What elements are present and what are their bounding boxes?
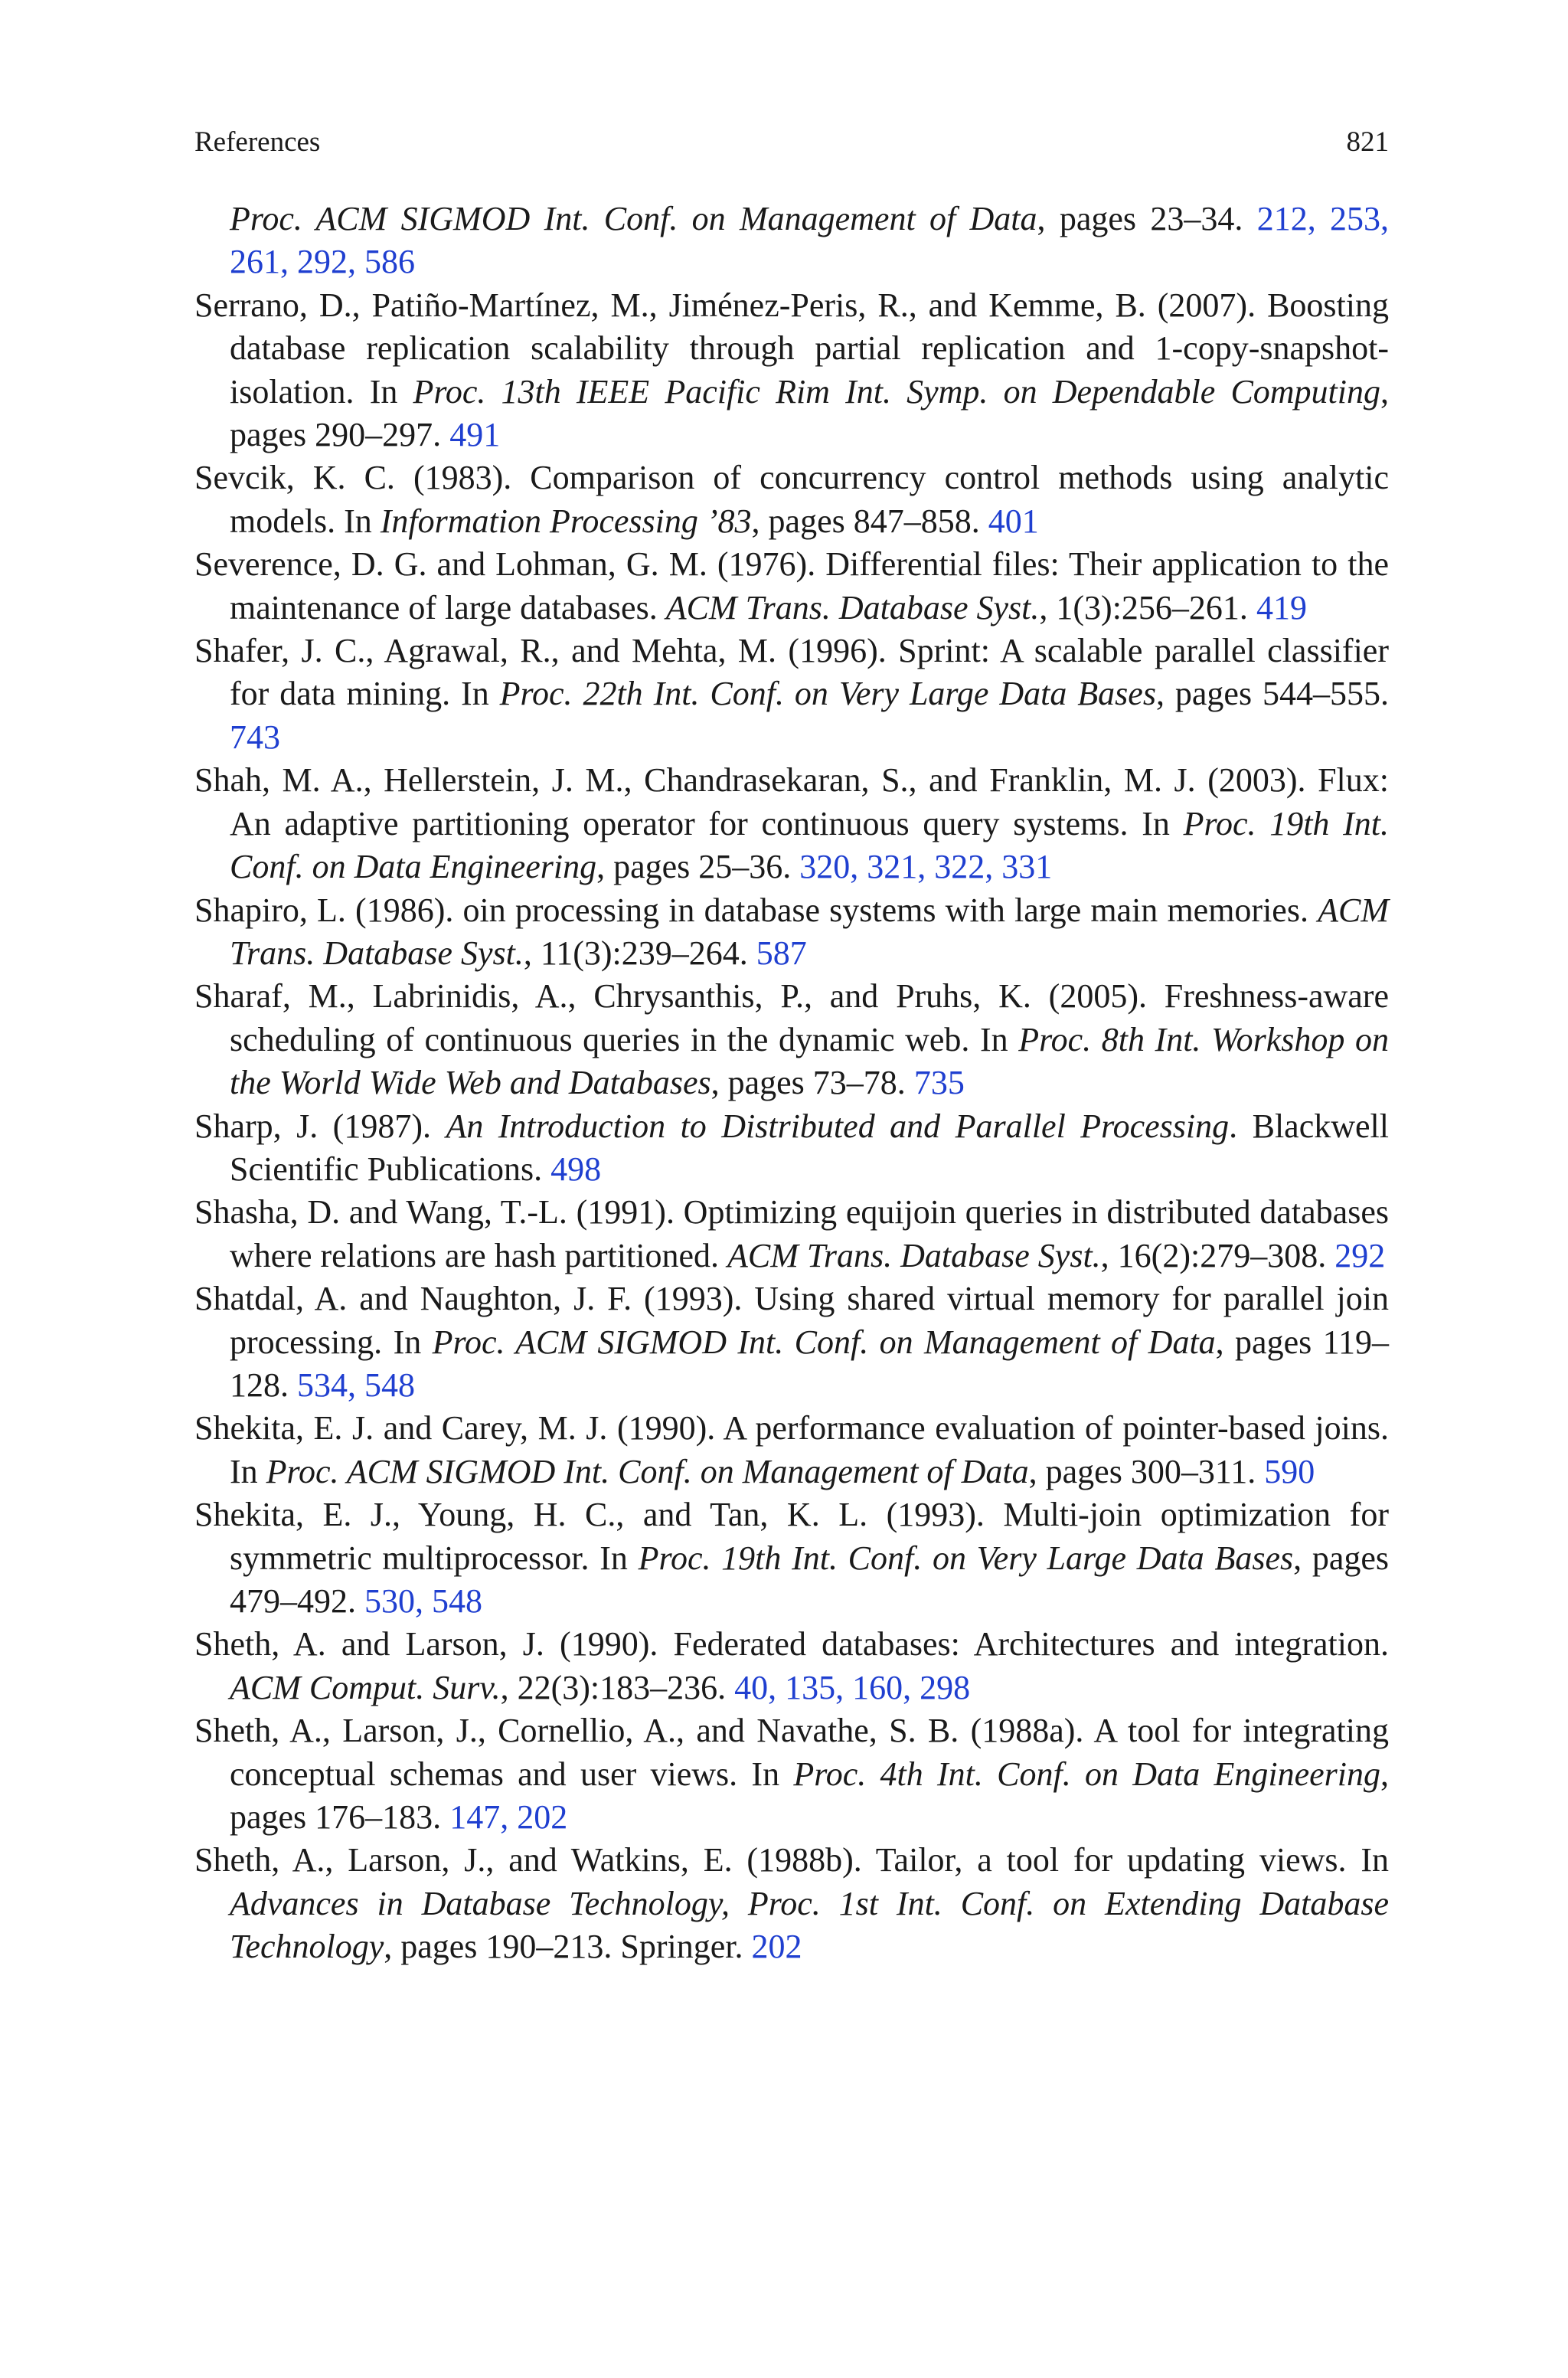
reference-text: Sharaf, M., Labrinidis, A., Chrysanthis, P., and Pruhs, K. (2005). Freshness-aware scheduling of continuous queries in the dynamic web. In <box>194 977 1389 1058</box>
backref-page-links[interactable]: 292 <box>1334 1236 1386 1274</box>
backref-page-links[interactable]: 498 <box>550 1150 602 1188</box>
reference-venue: Proc. 22th Int. Conf. on Very Large Data Bases <box>499 675 1156 713</box>
reference-venue: ACM Trans. Database Syst. <box>665 588 1040 626</box>
reference-entry <box>194 1839 1389 1968</box>
reference-entry <box>194 1277 1389 1407</box>
reference-venue: Proc. 4th Int. Conf. on Data Engineering <box>793 1755 1380 1793</box>
reference-text: , pages 479–492. <box>230 1539 1389 1620</box>
reference-text: , 1(3):256–261. <box>1039 588 1256 626</box>
reference-text: , pages 847–858. <box>751 502 988 540</box>
reference-text: , 22(3):183–236. <box>500 1668 735 1706</box>
reference-entry <box>194 759 1389 888</box>
reference-venue: An Introduction to Distributed and Parallel Processing <box>446 1107 1230 1145</box>
reference-text: Shekita, E. J., Young, H. C., and Tan, K. L. (1993). Multi-join optimization for symmetric multiprocessor. In <box>194 1496 1389 1577</box>
backref-page-links[interactable]: 320, 321, 322, 331 <box>799 848 1053 886</box>
backref-page-links[interactable]: 401 <box>988 502 1039 540</box>
reference-text: , 16(2):279–308. <box>1100 1236 1335 1274</box>
reference-text: , pages 300–311. <box>1028 1452 1265 1490</box>
reference-entry <box>194 630 1389 759</box>
reference-text: , pages 290–297. <box>230 372 1390 454</box>
reference-entry <box>194 1709 1389 1839</box>
backref-page-links[interactable]: 590 <box>1264 1452 1315 1490</box>
reference-text: Serrano, D., Patiño-Martínez, M., Jiménez-Peris, R., and Kemme, B. (2007). Boosting database replication scalability through partial replication and 1-copy-snapshot-isolation. In <box>194 286 1389 411</box>
backref-page-links[interactable]: 530, 548 <box>364 1582 482 1620</box>
reference-text: , pages 190–213. Springer. <box>384 1928 752 1966</box>
reference-text: Sheth, A., Larson, J., Cornellio, A., and Navathe, S. B. (1988a). A tool for integrating conceptual schemas and user views. In <box>194 1712 1389 1793</box>
reference-venue: Proc. ACM SIGMOD Int. Conf. on Management of Data <box>266 1452 1029 1490</box>
reference-entry <box>194 889 1389 976</box>
reference-venue: Proc. 8th Int. Workshop on the World Wide Web and Databases <box>230 1020 1389 1102</box>
reference-text: Sharp, J. (1987). <box>194 1107 446 1145</box>
reference-text: Shasha, D. and Wang, T.-L. (1991). Optimizing equijoin queries in distributed databases where relations are hash partitioned. <box>194 1193 1389 1274</box>
backref-page-links[interactable]: 147, 202 <box>449 1798 568 1837</box>
reference-venue: Proc. 19th Int. Conf. on Data Engineering <box>230 804 1390 886</box>
reference-venue: Proc. 13th IEEE Pacific Rim Int. Symp. on Dependable Computing <box>413 372 1381 411</box>
reference-text: Sevcik, K. C. (1983). Comparison of concurrency control methods using analytic models. In <box>194 459 1389 540</box>
reference-text: Shekita, E. J. and Carey, M. J. (1990). A performance evaluation of pointer-based joins. In <box>194 1409 1389 1490</box>
reference-text: , pages 25–36. <box>596 848 800 886</box>
backref-page-links[interactable]: 743 <box>230 718 280 756</box>
reference-venue: Proc. 19th Int. Conf. on Very Large Data Bases <box>638 1539 1294 1577</box>
running-head <box>194 126 1389 159</box>
reference-entry <box>194 975 1389 1104</box>
reference-venue: Advances in Database Technology, Proc. 1st Int. Conf. on Extending Database Technology <box>230 1884 1389 1966</box>
reference-list <box>194 198 1389 1969</box>
reference-entry <box>194 1105 1389 1192</box>
reference-text: , pages 176–183. <box>230 1755 1389 1837</box>
backref-page-links[interactable]: 212, 253, 261, 292, 586 <box>230 200 1390 281</box>
reference-venue: ACM Trans. Database Syst. <box>727 1236 1101 1274</box>
backref-page-links[interactable]: 40, 135, 160, 298 <box>734 1668 971 1706</box>
reference-text: . Blackwell Scientific Publications. <box>230 1107 1389 1188</box>
reference-entry <box>194 198 1389 284</box>
backref-page-links[interactable]: 419 <box>1256 588 1307 626</box>
reference-text: Shafer, J. C., Agrawal, R., and Mehta, M. (1996). Sprint: A scalable parallel classifier for data mining. In <box>194 632 1389 713</box>
reference-entry <box>194 456 1389 543</box>
backref-page-links[interactable]: 735 <box>913 1064 965 1102</box>
reference-venue: ACM Trans. Database Syst. <box>230 891 1389 972</box>
backref-page-links[interactable]: 534, 548 <box>297 1366 415 1404</box>
reference-venue: Proc. ACM SIGMOD Int. Conf. on Management of Data <box>432 1323 1216 1361</box>
reference-text: Shatdal, A. and Naughton, J. F. (1993). Using shared virtual memory for parallel join processing. In <box>194 1280 1389 1361</box>
reference-entry <box>194 1623 1389 1709</box>
reference-text: Shapiro, L. (1986). oin processing in database systems with large main memories. <box>194 891 1318 929</box>
page-number: 821 <box>1346 126 1389 158</box>
reference-text: Sheth, A., Larson, J., and Watkins, E. (1988b). Tailor, a tool for updating views. In <box>194 1841 1389 1879</box>
reference-entry <box>194 1407 1389 1493</box>
reference-entry <box>194 1191 1389 1277</box>
reference-text: , pages 119–128. <box>230 1323 1389 1404</box>
reference-venue: Proc. ACM SIGMOD Int. Conf. on Management of Data <box>230 200 1037 237</box>
backref-page-links[interactable]: 202 <box>751 1928 802 1966</box>
reference-entry <box>194 1493 1389 1623</box>
reference-text: Shah, M. A., Hellerstein, J. M., Chandrasekaran, S., and Franklin, M. J. (2003). Flux: An adaptive partitioning operator for continuous query systems. In <box>194 761 1389 842</box>
reference-text: , pages 23–34. <box>1037 200 1257 237</box>
reference-text: , pages 73–78. <box>710 1064 914 1102</box>
reference-entry <box>194 543 1389 630</box>
reference-text: Sheth, A. and Larson, J. (1990). Federated databases: Architectures and integration. <box>194 1625 1389 1663</box>
reference-text: Severence, D. G. and Lohman, G. M. (1976). Differential files: Their application to the maintenance of large databases. <box>194 545 1389 626</box>
reference-entry <box>194 284 1389 457</box>
backref-page-links[interactable]: 491 <box>449 416 501 454</box>
reference-venue: ACM Comput. Surv. <box>230 1668 501 1706</box>
reference-venue: Information Processing ’83 <box>380 502 752 540</box>
reference-text: , pages 544–555. <box>1155 675 1389 713</box>
reference-text: , 11(3):239–264. <box>523 934 756 972</box>
backref-page-links[interactable]: 587 <box>756 934 807 972</box>
section-title: References <box>194 126 321 158</box>
